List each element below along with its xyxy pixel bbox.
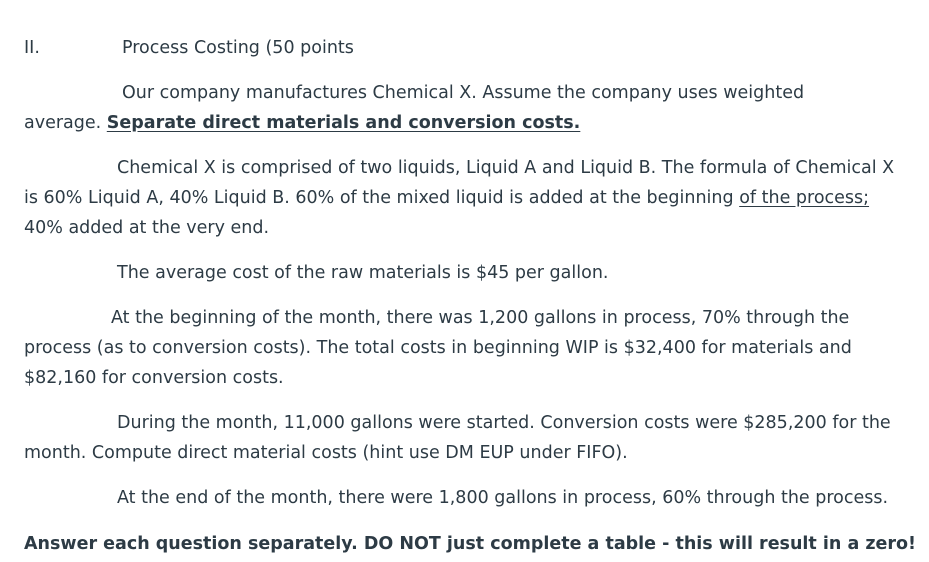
paragraph-line: At the end of the month, there were 1,800 gallons in process, 60% through the process. — [117, 488, 889, 508]
paragraph-line — [24, 186, 869, 210]
paragraph-line: Chemical X is comprised of two liquids, Liquid A and Liquid B. The formula of Chemical X — [117, 158, 895, 178]
paragraph-line: At the beginning of the month, there was 1,200 gallons in process, 70% through the — [111, 308, 850, 328]
paragraph-text: average. — [24, 113, 107, 133]
paragraph-line: month. Compute direct material costs (hint use DM EUP under FIFO). — [24, 443, 628, 463]
paragraph-line: The average cost of the raw materials is $45 per gallon. — [117, 263, 609, 283]
section-number: II. — [24, 38, 40, 58]
underlined-text: of the process; — [739, 188, 870, 208]
paragraph-text: is 60% Liquid A, 40% Liquid B. 60% of the mixed liquid is added at the beginning — [24, 188, 740, 208]
emphasis-text: Separate direct materials and conversion costs. — [106, 113, 581, 133]
paragraph-line — [24, 111, 580, 135]
paragraph-line: Our company manufactures Chemical X. Assume the company uses weighted — [122, 83, 805, 103]
instruction-text: Answer each question separately. DO NOT just complete a table - this will result in a zero! — [24, 534, 917, 554]
paragraph-line: $82,160 for conversion costs. — [24, 368, 284, 388]
paragraph-line: During the month, 11,000 gallons were started. Conversion costs were $285,200 for the — [117, 413, 891, 433]
paragraph-line: process (as to conversion costs). The total costs in beginning WIP is $32,400 for materials and — [24, 338, 852, 358]
paragraph-line: 40% added at the very end. — [24, 218, 270, 238]
section-title: Process Costing (50 points — [122, 38, 354, 58]
